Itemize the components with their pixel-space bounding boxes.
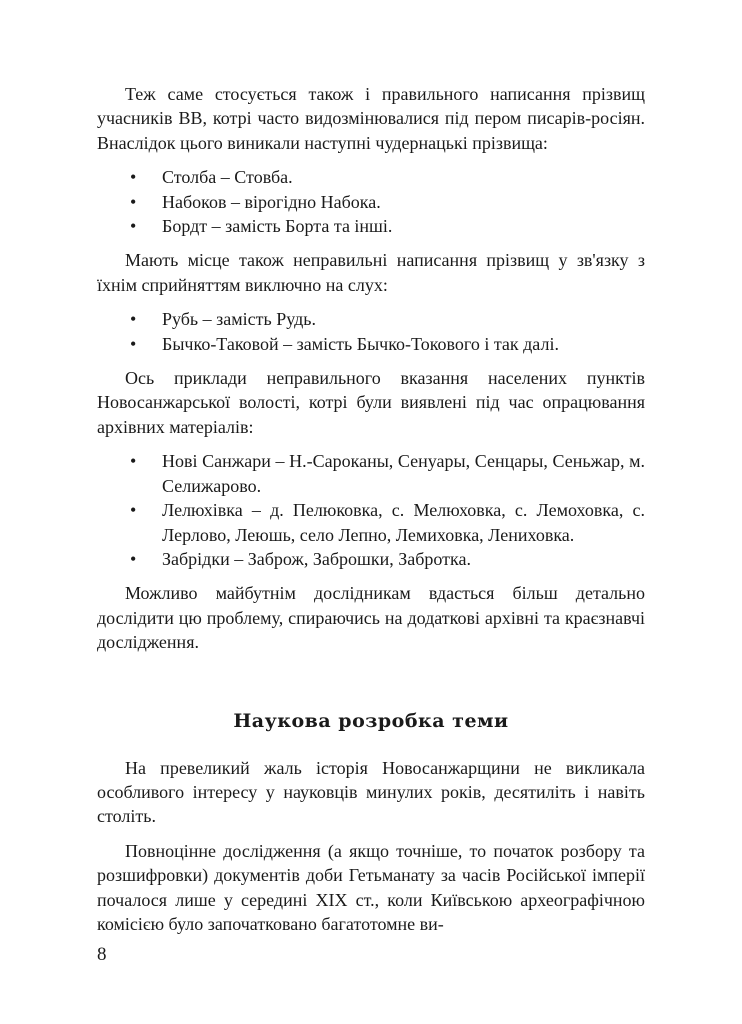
list-item-text: Набоков – вірогідно Набока. xyxy=(162,191,381,212)
list-item xyxy=(97,332,645,356)
list-item xyxy=(97,449,645,498)
bullet-icon: • xyxy=(130,167,137,188)
list-item-text: Забрідки – Заброж, Заброшки, Забротка. xyxy=(162,548,472,569)
list-item-text: Лелюхівка – д. Пелюковка, с. Мелюховка, с. Лемоховка, с. Лерлово, Леюшь, село Лепно, Лемиховка, Лениховка. xyxy=(162,500,645,545)
paragraph: На превеликий жаль історія Новосанжарщини не викликала особливого інтересу у науковців минулих років, десятиліть і навіть століть. xyxy=(97,757,645,827)
hearing-errors-list xyxy=(97,307,645,356)
paragraph: Можливо майбутнім дослідникам вдасться більш детально дослідити цю проблему, спираючись на додаткові архівні та краєзнавчі дослідження. xyxy=(97,583,645,653)
paragraph: Теж саме стосується також і правильного написання прізвищ учасників ВВ, котрі часто видозмінювалися під пером писарів-росіян. Внаслідок цього виникали наступні чудернацькі прізвища: xyxy=(97,84,645,153)
bullet-icon: • xyxy=(130,216,137,237)
bullet-icon: • xyxy=(130,333,137,354)
list-item-text: Рубь – замість Рудь. xyxy=(162,309,316,330)
list-item xyxy=(97,498,645,547)
surname-list xyxy=(97,165,645,238)
list-item xyxy=(97,214,645,238)
bullet-icon: • xyxy=(130,309,137,330)
bullet-icon: • xyxy=(130,451,137,472)
bullet-icon: • xyxy=(130,548,137,569)
bullet-icon: • xyxy=(130,191,137,212)
list-item xyxy=(97,190,645,214)
page-number: 8 xyxy=(97,944,107,965)
list-item-text: Бычко-Таковой – замість Бычко-Токового і так далі. xyxy=(162,333,559,354)
paragraph: Повноцінне дослідження (а якщо точніше, то початок розбору та розшифровки) документів доби Гетьманату за часів Російської імперії почалося лише у середині XIX ст., коли Київською археографічною комісією було започатковано багатотомне ви- xyxy=(97,840,645,934)
bullet-icon: • xyxy=(130,500,137,521)
section-heading: Наукова розробка теми xyxy=(233,709,509,732)
list-item xyxy=(97,165,645,189)
paragraph: Мають місце також неправильні написання прізвищ у зв'язку з їхнім сприйняттям виключно на слух: xyxy=(97,250,645,295)
list-item-text: Столба – Стовба. xyxy=(162,167,293,188)
list-item-text: Нові Санжари – Н.-Сароканы, Сенуары, Сенцары, Сеньжар, м. Селижарово. xyxy=(162,451,645,496)
paragraph: Ось приклади неправильного вказання населених пунктів Новосанжарської волості, котрі були виявлені під час опрацювання архівних матеріалів: xyxy=(97,368,645,437)
page-content xyxy=(97,82,645,946)
list-item-text: Бордт – замість Борта та інші. xyxy=(162,216,393,237)
list-item xyxy=(97,307,645,331)
settlements-list xyxy=(97,449,645,571)
list-item xyxy=(97,547,645,571)
